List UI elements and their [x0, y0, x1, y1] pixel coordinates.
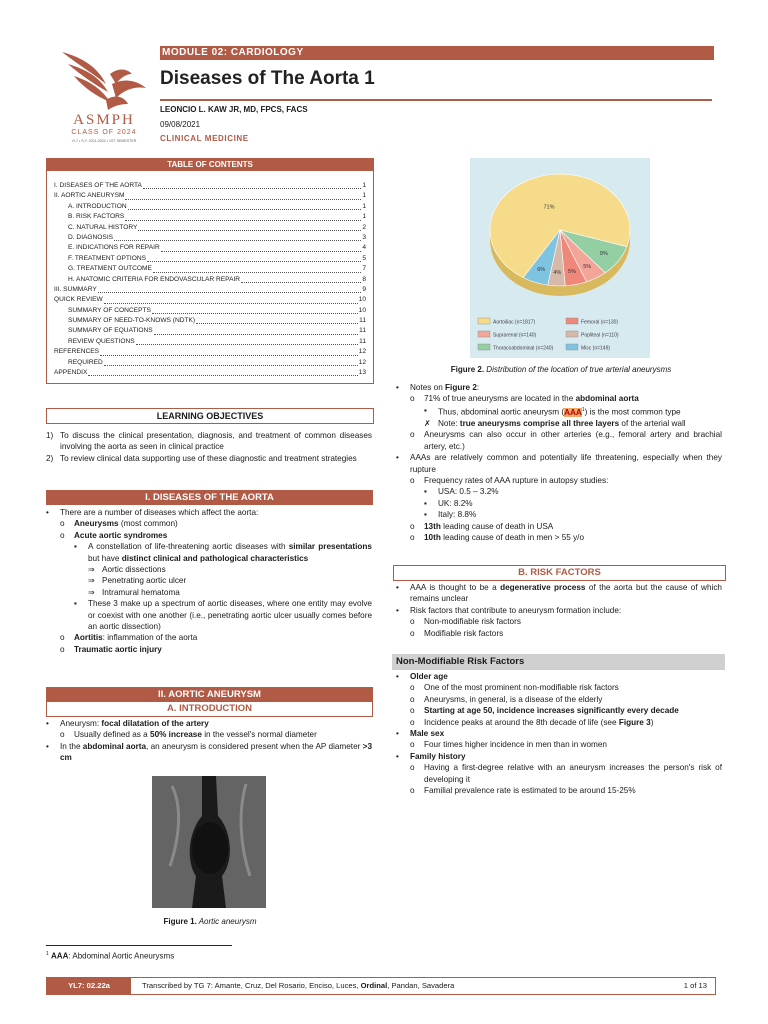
aaa-highlight: AAA — [564, 407, 582, 417]
subsection-risk-factors: B. RISK FACTORS — [393, 565, 726, 581]
toc-item[interactable]: I. DISEASES OF THE AORTA 1 — [54, 181, 366, 189]
list-item: o 13th leading cause of death in USA — [410, 521, 554, 531]
section-diseases-body — [46, 507, 372, 655]
list-item: ✗ Note: true aneurysms comprise all three layers of the arterial wall — [424, 418, 686, 428]
list-item: o Four times higher incidence in men than in women — [410, 740, 607, 750]
list-item: • Male sex — [396, 729, 445, 739]
legend-swatch — [566, 331, 578, 337]
footer-tag: YL7: 02.22a — [47, 978, 131, 994]
toc-item[interactable]: REFERENCES 12 — [54, 348, 366, 356]
page-number: 1 of 13 — [683, 981, 707, 990]
logo-small: YL7 • S.Y. 2021-2022 • 1ST SEMESTER — [71, 139, 137, 143]
list-item: o Aortitis: inflammation of the aorta — [60, 633, 198, 643]
toc-item[interactable]: G. TREATMENT OUTCOME 7 — [68, 265, 366, 273]
list-item: o Aneurysms, in general, is a disease of the elderly — [410, 694, 603, 704]
figure2-notes — [396, 382, 722, 543]
toc-item[interactable]: H. ANATOMIC CRITERIA FOR ENDOVASCULAR REPAIR 8 — [68, 275, 366, 283]
section-heading-diseases: I. DISEASES OF THE AORTA — [46, 490, 373, 505]
pie-slice-label: 4% — [553, 269, 562, 276]
list-item: ▪ UK: 8.2% — [424, 498, 473, 508]
list-item: o Aneurysms can also occur in other arteries (e.g., femoral artery and brachial artery, etc.) — [410, 430, 722, 451]
toc-item[interactable]: C. NATURAL HISTORY 2 — [68, 223, 366, 231]
legend-swatch — [478, 331, 490, 337]
table-of-contents — [46, 158, 374, 384]
list-item: ▪ Italy: 8.8% — [424, 510, 477, 520]
list-item: • Risk factors that contribute to aneurysm formation include: — [396, 605, 622, 615]
legend-label: Aortoiliac (n=1817) — [493, 319, 536, 326]
objectives-list — [46, 430, 372, 464]
list-item: o Traumatic aortic injury — [60, 644, 162, 654]
toc-item[interactable]: QUICK REVIEW 10 — [54, 296, 366, 304]
subsection-introduction: A. INTRODUCTION — [46, 701, 373, 717]
legend-label: Popliteal (n=110) — [581, 332, 619, 339]
list-item: o Usually defined as a 50% increase in the vessel's normal diameter — [60, 730, 317, 740]
footnote: $^1$ AAA: Abdominal Aortic Aneurysms — [46, 951, 175, 961]
list-item: • Family history — [396, 751, 466, 761]
toc-item[interactable]: A. INTRODUCTION 1 — [68, 202, 366, 210]
list-item: o Modifiable risk factors — [410, 628, 504, 638]
list-item: • Aneurysm: focal dilatation of the artery — [46, 719, 209, 728]
list-item: o 10th leading cause of death in men > 55 y/o — [410, 533, 584, 543]
list-item: ▪ These 3 make up a spectrum of aortic diseases, where one entity may evolve or coexist with one another (i.e., penetrating aortic ulcer usually comes before an aortic dissection) — [74, 599, 372, 632]
figure1-caption: Figure 1. Aortic aneurysm — [163, 917, 257, 926]
legend-swatch — [566, 344, 578, 350]
legend-label: Femoral (n=130) — [581, 319, 619, 326]
list-item: o Starting at age 50, incidence increases significantly every decade — [410, 706, 679, 716]
list-item: ⇒ Aortic dissections — [88, 565, 166, 575]
footnote-divider — [46, 945, 232, 946]
toc-item[interactable]: APPENDIX 13 — [54, 369, 366, 377]
toc-item[interactable]: SUMMARY OF EQUATIONS 11 — [68, 327, 366, 335]
list-item: o Frequency rates of AAA rupture in autopsy studies: — [410, 475, 609, 485]
non-modifiable-body — [396, 671, 722, 796]
pie-slice-label: 5% — [583, 263, 592, 270]
title-divider — [160, 99, 712, 101]
pie-slice-label: 71% — [543, 204, 555, 211]
toc-item[interactable]: SUMMARY OF NEED-TO-KNOWS (NDTK) 11 — [68, 317, 366, 325]
list-item: ▪ Thus, abdominal aortic aneurysm (AAA$^1$) is the most common type — [424, 405, 681, 417]
legend-label: Suprarenal (n=140) — [493, 332, 537, 339]
page-title: Diseases of The Aorta 1 — [160, 68, 375, 89]
list-item: o Having a first-degree relative with an aneurysm increases the person's risk of developing it — [410, 763, 722, 784]
toc-item[interactable]: III. SUMMARY 9 — [54, 285, 366, 293]
list-item: • AAA is thought to be a degenerative process of the aorta but the cause of which remains unclear — [396, 583, 722, 604]
toc-item[interactable]: II. AORTIC ANEURYSM 1 — [54, 192, 366, 200]
toc-item[interactable]: REQUIRED 12 — [68, 358, 366, 366]
list-item: ⇒ Intramural hematoma — [88, 587, 180, 597]
lecture-date: 09/08/2021 — [160, 120, 201, 129]
non-modifiable-heading: Non-Modifiable Risk Factors — [392, 654, 725, 670]
list-item: • AAAs are relatively common and potentially life threatening, especially when they rupture — [396, 453, 722, 474]
section-aneurysm-body — [46, 718, 372, 764]
list-item: o Acute aortic syndromes — [60, 530, 168, 540]
list-item: • Older age — [396, 672, 448, 681]
legend-label: Misc (n=149) — [581, 345, 611, 352]
list-item: o Familial prevalence rate is estimated to be around 15-25% — [410, 786, 636, 796]
list-item: ▪ A constellation of life-threatening aortic diseases with similar presentations but have distinct clinical and pathological characteristics — [74, 542, 372, 563]
toc-item[interactable]: SUMMARY OF CONCEPTS 10 — [68, 306, 366, 314]
list-item: o Incidence peaks at around the 8th decade of life (see Figure 3) — [410, 717, 654, 727]
list-item: o Aneurysms (most common) — [60, 519, 178, 529]
toc-heading: TABLE OF CONTENTS — [47, 159, 373, 171]
list-item: o 71% of true aneurysms are located in the abdominal aorta — [410, 394, 639, 404]
figure2-caption: Figure 2. Distribution of the location of true arterial aneurysms — [450, 365, 672, 374]
toc-item[interactable]: E. INDICATIONS FOR REPAIR 4 — [68, 244, 366, 252]
list-item: o One of the most prominent non-modifiable risk factors — [410, 683, 619, 693]
list-item: o Non-modifiable risk factors — [410, 617, 521, 627]
toc-item[interactable]: B. RISK FACTORS 1 — [68, 213, 366, 221]
objective-item: 2) To review clinical data supporting use of these diagnostic and treatment strategies — [46, 453, 357, 463]
risk-factors-body — [396, 582, 722, 639]
course-name: CLINICAL MEDICINE — [160, 134, 249, 143]
logo-class: CLASS OF 2024 — [71, 129, 137, 136]
author: LEONCIO L. KAW JR, MD, FPCS, FACS — [160, 105, 308, 114]
list-item: ⇒ Penetrating aortic ulcer — [88, 576, 187, 586]
page-footer — [46, 977, 716, 995]
pie-slice-label: 5% — [568, 268, 577, 275]
list-item: • There are a number of diseases which affect the aorta: — [46, 508, 259, 517]
figure2-chart — [470, 158, 650, 358]
list-item: • Notes on Figure 2: — [396, 383, 480, 392]
objective-item: 1) To discuss the clinical presentation, diagnosis, and treatment of common diseases involving the aorta as seen in clinical practice — [46, 431, 372, 452]
toc-item[interactable]: F. TREATMENT OPTIONS 5 — [68, 254, 366, 262]
legend-swatch — [478, 318, 490, 324]
toc-item[interactable]: D. DIAGNOSIS 3 — [68, 233, 366, 241]
logo-text: ASMPH — [73, 112, 135, 128]
toc-item[interactable]: REVIEW QUESTIONS 11 — [68, 337, 366, 345]
footer-credits: Transcribed by TG 7: Amante, Cruz, Del Rosario, Enciso, Luces, Ordinal, Pandan, Savadera — [142, 981, 455, 990]
pie-slice-label: 6% — [537, 267, 546, 274]
objectives-heading: LEARNING OBJECTIVES — [46, 408, 374, 424]
section-heading-aneurysm: II. AORTIC ANEURYSM — [46, 687, 373, 702]
legend-swatch — [478, 344, 490, 350]
pie-slice-label: 9% — [599, 251, 608, 258]
legend-label: Thoracoabdominal (n=240) — [493, 345, 554, 352]
list-item: ▪ USA: 0.5 – 3.2% — [424, 487, 499, 497]
legend-swatch — [566, 318, 578, 324]
list-item: • In the abdominal aorta, an aneurysm is considered present when the AP diameter >3 cm — [46, 741, 372, 763]
asmph-logo — [54, 44, 154, 146]
aortic-aneurysm-image — [152, 776, 266, 908]
module-bar: MODULE 02: CARDIOLOGY — [160, 46, 714, 60]
toc-list — [47, 181, 373, 378]
